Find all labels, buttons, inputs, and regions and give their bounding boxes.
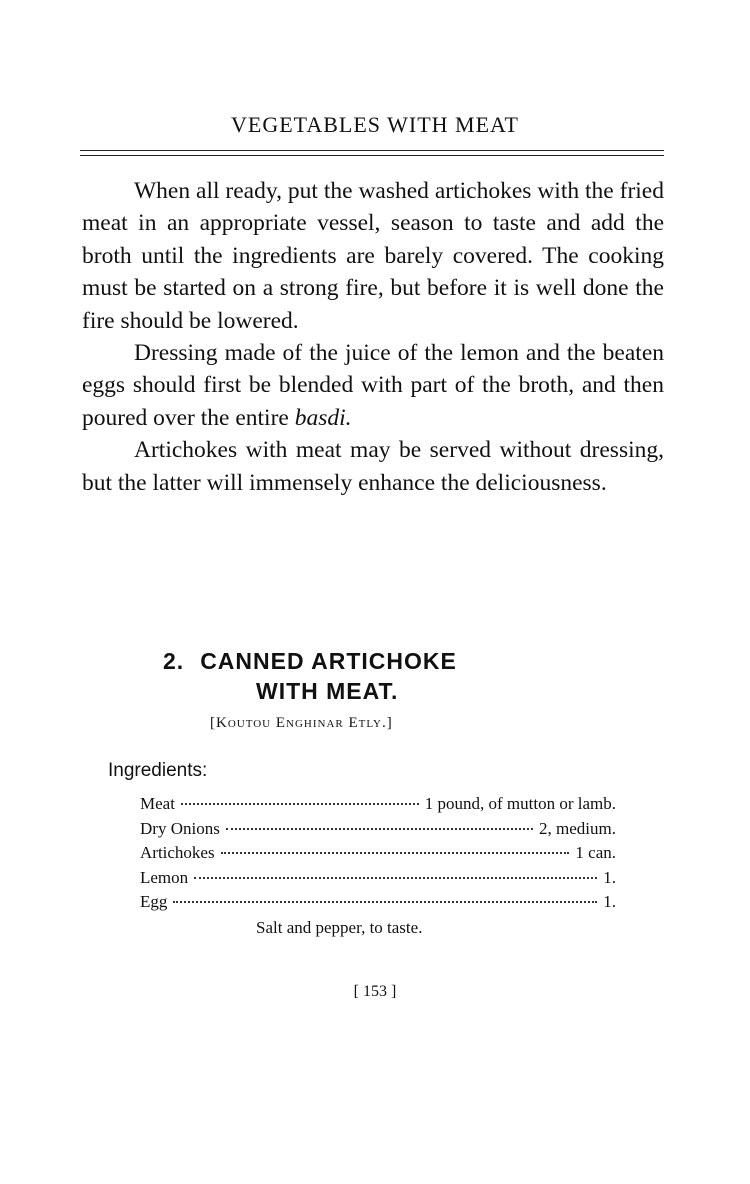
leader-dots — [181, 803, 419, 805]
leader-dots — [194, 877, 597, 879]
body-text — [82, 175, 664, 499]
ingredient-name: Meat — [140, 794, 175, 813]
seasoning-note: Salt and pepper, to taste. — [256, 918, 423, 937]
header-rule — [80, 150, 664, 151]
italic-term: basdi. — [294, 404, 352, 431]
paragraph — [82, 337, 664, 434]
ingredients-heading: Ingredients: — [108, 760, 208, 781]
ingredient-quantity: 1 can. — [575, 843, 616, 862]
header-rule-double — [80, 155, 664, 156]
running-head: VEGETABLES WITH MEAT — [231, 112, 519, 137]
list-item — [140, 794, 616, 819]
recipe-title-line1: CANNED ARTICHOKE — [200, 648, 457, 674]
recipe-title-line2: WITH MEAT. — [256, 678, 399, 704]
recipe-number: 2. — [163, 648, 185, 674]
native-name: [Koutou Enghinar Etly.] — [210, 715, 393, 731]
ingredients-list — [140, 794, 616, 917]
ingredient-quantity: 1 pound, of mutton or lamb. — [424, 794, 616, 813]
list-item — [140, 892, 616, 917]
leader-dots — [226, 828, 533, 830]
paragraph: When all ready, put the washed artichokes with the fried meat in an appropriate vessel, season to taste and add the broth until the ingredients are barely covered. The cooking must be started on a strong fire, but before it is well done the fire should be lowered. — [82, 178, 664, 334]
list-item — [140, 868, 616, 893]
paragraph: Artichokes with meat may be served without dressing, but the latter will immensely enhance the deliciousness. — [82, 437, 664, 496]
ingredient-quantity: 1. — [603, 892, 616, 911]
ingredient-name: Dry Onions — [140, 818, 220, 838]
list-item — [140, 819, 616, 844]
list-item — [140, 843, 616, 868]
ingredient-name: Egg — [140, 892, 168, 911]
paragraph-text: Dressing made of the juice of the lemon and the beaten eggs should first be blended with part of the broth, and then poured over the entire — [82, 340, 664, 431]
leader-dots — [173, 901, 597, 903]
ingredient-name: Artichokes — [140, 843, 215, 862]
ingredient-quantity: 1. — [603, 867, 616, 887]
recipe-title — [163, 648, 457, 675]
leader-dots — [221, 852, 570, 854]
ingredient-name: Lemon — [140, 867, 189, 887]
ingredient-quantity: 2, medium. — [539, 818, 616, 838]
page-number: [ 153 ] — [353, 983, 397, 1000]
